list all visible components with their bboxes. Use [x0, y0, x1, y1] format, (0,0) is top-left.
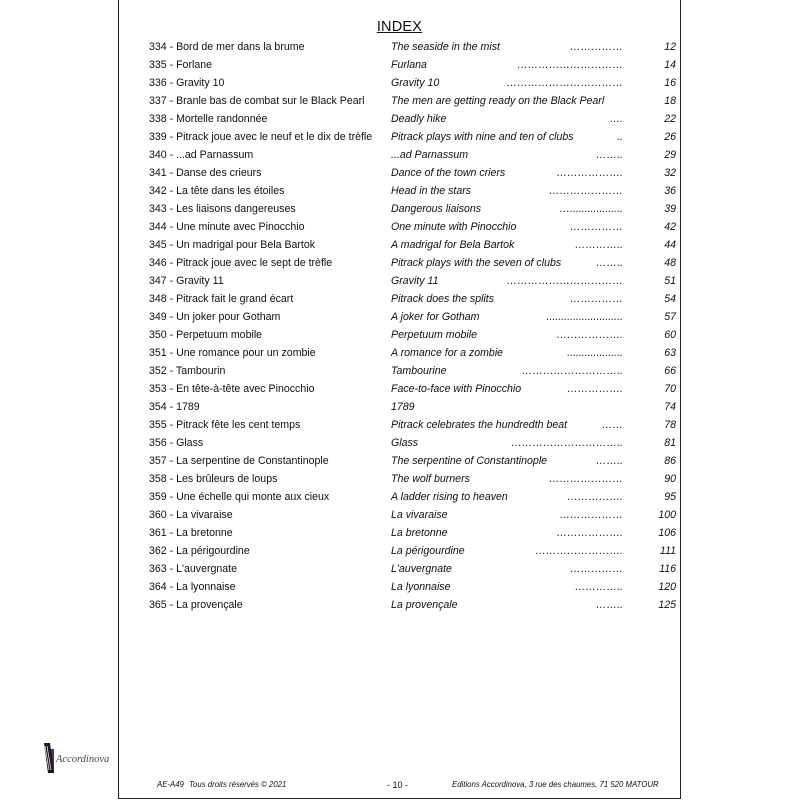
entry-english-title: The serpentine of Constantinople	[391, 455, 548, 467]
entry-page-number: 116	[659, 563, 676, 575]
entry-page-number: 26	[664, 131, 676, 143]
entry-english-title: La provençale	[391, 599, 458, 611]
index-entry	[119, 219, 680, 237]
entry-page-number: 111	[659, 545, 676, 557]
entry-french-title: 364 - La lyonnaise	[149, 581, 236, 593]
index-entry	[119, 291, 680, 309]
entry-french-title: 349 - Un joker pour Gotham	[149, 311, 281, 323]
index-entry	[119, 507, 680, 525]
footer-publisher: Editions Accordinova, 3 rue des chaumes, 71 520 MATOUR	[452, 780, 659, 789]
entry-leader-dots: ……………….	[556, 527, 623, 539]
entry-page-number: 70	[664, 383, 676, 395]
index-page	[118, 0, 681, 799]
entry-page-number: 81	[664, 437, 676, 449]
page-title: INDEX	[376, 19, 423, 35]
entry-leader-dots: ……..	[595, 149, 623, 161]
entry-english-title: A joker for Gotham	[391, 311, 480, 323]
entry-leader-dots: ……………….	[556, 329, 623, 341]
entry-leader-dots: ……………	[570, 221, 623, 233]
entry-english-title: La lyonnaise	[391, 581, 451, 593]
entry-page-number: 39	[664, 203, 676, 215]
entry-french-title: 341 - Danse des crieurs	[149, 167, 262, 179]
entry-english-title: Perpetuum mobile	[391, 329, 477, 341]
entry-page-number: 12	[664, 41, 676, 53]
entry-french-title: 351 - Une romance pour un zombie	[149, 347, 316, 359]
entry-leader-dots: …………………………..	[511, 437, 623, 449]
entry-page-number: 78	[664, 419, 676, 431]
footer-rights: Tous droits réservés © 2021	[189, 780, 287, 789]
entry-leader-dots: …………………	[548, 473, 623, 485]
index-entry	[119, 237, 680, 255]
entry-page-number: 120	[658, 581, 676, 593]
entry-leader-dots: ….	[609, 113, 623, 125]
index-entry	[119, 417, 680, 435]
index-entry	[119, 543, 680, 561]
entry-leader-dots: …………………….	[535, 545, 623, 557]
entry-page-number: 14	[664, 59, 676, 71]
entry-french-title: 358 - Les brûleurs de loups	[149, 473, 278, 485]
index-entry	[119, 201, 680, 219]
page-footer	[119, 778, 680, 794]
entry-page-number: 106	[658, 527, 676, 539]
entry-french-title: 339 - Pitrack joue avec le neuf et le dix de trèfle	[149, 131, 373, 143]
entry-leader-dots: …………….	[567, 383, 623, 395]
index-entry	[119, 129, 680, 147]
entry-french-title: 334 - Bord de mer dans la brume	[149, 41, 305, 53]
entry-leader-dots: …………………	[548, 185, 623, 197]
entry-page-number: 74	[664, 401, 676, 413]
index-entry	[119, 309, 680, 327]
entry-english-title: One minute with Pinocchio	[391, 221, 517, 233]
index-entry	[119, 471, 680, 489]
index-entry	[119, 111, 680, 129]
entry-page-number: 29	[664, 149, 676, 161]
index-entry	[119, 597, 680, 615]
index-entry	[119, 75, 680, 93]
entry-english-title: Face-to-face with Pinocchio	[391, 383, 522, 395]
entry-leader-dots: ………………………..	[521, 365, 623, 377]
entry-french-title: 362 - La périgourdine	[149, 545, 250, 557]
entry-english-title: La vivaraise	[391, 509, 448, 521]
entry-french-title: 342 - La tête dans les étoiles	[149, 185, 285, 197]
entry-page-number: 36	[664, 185, 676, 197]
logo-text: Accordinova	[56, 754, 110, 765]
index-entry	[119, 183, 680, 201]
entry-leader-dots: …..................	[559, 203, 623, 215]
entry-english-title: Furlana	[391, 59, 427, 71]
entry-french-title: 355 - Pitrack fête les cent temps	[149, 419, 301, 431]
index-entry	[119, 165, 680, 183]
index-entry	[119, 147, 680, 165]
index-entry	[119, 399, 680, 417]
entry-leader-dots: ...................	[567, 347, 623, 359]
entry-page-number: 63	[664, 347, 676, 359]
entry-leader-dots: ……………	[570, 293, 623, 305]
index-entry	[119, 363, 680, 381]
accordinova-logo	[20, 740, 110, 776]
entry-french-title: 348 - Pitrack fait le grand écart	[149, 293, 294, 305]
entry-leader-dots: ..........................	[546, 311, 623, 323]
index-entry	[119, 273, 680, 291]
entry-english-title: A madrigal for Bela Bartok	[391, 239, 515, 251]
index-entry	[119, 345, 680, 363]
entry-french-title: 337 - Branle bas de combat sur le Black Pearl	[149, 95, 365, 107]
entry-english-title: La bretonne	[391, 527, 448, 539]
index-entry	[119, 579, 680, 597]
entry-leader-dots: ……………….	[556, 167, 623, 179]
entry-french-title: 345 - Un madrigal pour Bela Bartok	[149, 239, 316, 251]
entry-french-title: 354 - 1789	[149, 401, 200, 413]
index-entry	[119, 525, 680, 543]
entry-french-title: 353 - En tête-à-tête avec Pinocchio	[149, 383, 315, 395]
entry-english-title: Pitrack plays with the seven of clubs	[391, 257, 562, 269]
entry-french-title: 346 - Pitrack joue avec le sept de trèfle	[149, 257, 333, 269]
entry-leader-dots: …………..	[574, 239, 623, 251]
entry-leader-dots: ……………	[570, 41, 623, 53]
index-entry	[119, 561, 680, 579]
index-entry	[119, 57, 680, 75]
entry-english-title: Gravity 10	[391, 77, 440, 89]
entry-page-number: 51	[664, 275, 676, 287]
entry-french-title: 357 - La serpentine de Constantinople	[149, 455, 329, 467]
entry-leader-dots: ..	[617, 131, 623, 143]
entry-french-title: 365 - La provençale	[149, 599, 243, 611]
entry-page-number: 90	[664, 473, 676, 485]
entry-english-title: Head in the stars	[391, 185, 472, 197]
index-entry	[119, 255, 680, 273]
entry-english-title: 1789	[391, 401, 415, 413]
entry-leader-dots: ……..	[595, 257, 623, 269]
index-entry	[119, 39, 680, 57]
entry-french-title: 336 - Gravity 10	[149, 77, 225, 89]
entry-french-title: 340 - ...ad Parnassum	[149, 149, 254, 161]
entry-english-title: A romance for a zombie	[391, 347, 504, 359]
entry-page-number: 86	[664, 455, 676, 467]
index-entry	[119, 93, 680, 111]
entry-french-title: 363 - L'auvergnate	[149, 563, 238, 575]
entry-page-number: 22	[664, 113, 676, 125]
entry-english-title: The wolf burners	[391, 473, 470, 485]
entry-leader-dots: ……..	[595, 455, 623, 467]
index-entries	[119, 39, 680, 615]
entry-french-title: 360 - La vivaraise	[149, 509, 233, 521]
entry-page-number: 42	[664, 221, 676, 233]
entry-page-number: 18	[664, 95, 676, 107]
entry-english-title: Pitrack does the splits	[391, 293, 495, 305]
index-entry	[119, 327, 680, 345]
entry-page-number: 66	[664, 365, 676, 377]
index-entry	[119, 489, 680, 507]
entry-french-title: 335 - Forlane	[149, 59, 213, 71]
entry-page-number: 32	[664, 167, 676, 179]
entry-english-title: Dangerous liaisons	[391, 203, 482, 215]
entry-page-number: 95	[664, 491, 676, 503]
entry-english-title: Glass	[391, 437, 419, 449]
entry-english-title: Pitrack celebrates the hundredth beat	[391, 419, 568, 431]
entry-french-title: 359 - Une échelle qui monte aux cieux	[149, 491, 330, 503]
entry-french-title: 361 - La bretonne	[149, 527, 233, 539]
entry-english-title: Dance of the town criers	[391, 167, 506, 179]
index-entry	[119, 435, 680, 453]
entry-leader-dots: ………………	[559, 509, 623, 521]
entry-french-title: 347 - Gravity 11	[149, 275, 224, 287]
entry-english-title: A ladder rising to heaven	[391, 491, 508, 503]
entry-page-number: 54	[664, 293, 676, 305]
entry-english-title: La périgourdine	[391, 545, 465, 557]
entry-page-number: 57	[664, 311, 676, 323]
entry-leader-dots: ……………………………	[506, 77, 623, 89]
index-entry	[119, 381, 680, 399]
entry-page-number: 100	[658, 509, 676, 521]
entry-leader-dots: ……	[601, 419, 623, 431]
entry-french-title: 344 - Une minute avec Pinocchio	[149, 221, 305, 233]
entry-english-title: L'auvergnate	[391, 563, 452, 575]
entry-english-title: The seaside in the mist	[391, 41, 500, 53]
entry-english-title: Tambourine	[391, 365, 447, 377]
entry-page-number: 48	[664, 257, 676, 269]
entry-english-title: Deadly hike	[391, 113, 447, 125]
entry-english-title: ...ad Parnassum	[391, 149, 469, 161]
entry-page-number: 125	[658, 599, 676, 611]
entry-page-number: 44	[664, 239, 676, 251]
footer-reference: AE-A49	[157, 780, 184, 789]
index-entry	[119, 453, 680, 471]
entry-english-title: Pitrack plays with nine and ten of clubs	[391, 131, 574, 143]
entry-leader-dots: ……………………………	[506, 275, 623, 287]
entry-english-title: The men are getting ready on the Black Pearl	[391, 95, 605, 107]
entry-leader-dots: ……………	[570, 563, 623, 575]
entry-french-title: 343 - Les liaisons dangereuses	[149, 203, 296, 215]
entry-leader-dots: …………..	[574, 581, 623, 593]
entry-french-title: 350 - Perpetuum mobile	[149, 329, 263, 341]
entry-leader-dots: ……..	[595, 599, 623, 611]
entry-english-title: Gravity 11	[391, 275, 439, 287]
entry-page-number: 60	[664, 329, 676, 341]
entry-french-title: 352 - Tambourin	[149, 365, 226, 377]
entry-leader-dots: …………….	[567, 491, 623, 503]
entry-page-number: 16	[664, 77, 676, 89]
entry-french-title: 356 - Glass	[149, 437, 204, 449]
entry-french-title: 338 - Mortelle randonnée	[149, 113, 268, 125]
footer-page-number: - 10 -	[387, 780, 409, 790]
entry-leader-dots: …………………………	[517, 59, 623, 71]
